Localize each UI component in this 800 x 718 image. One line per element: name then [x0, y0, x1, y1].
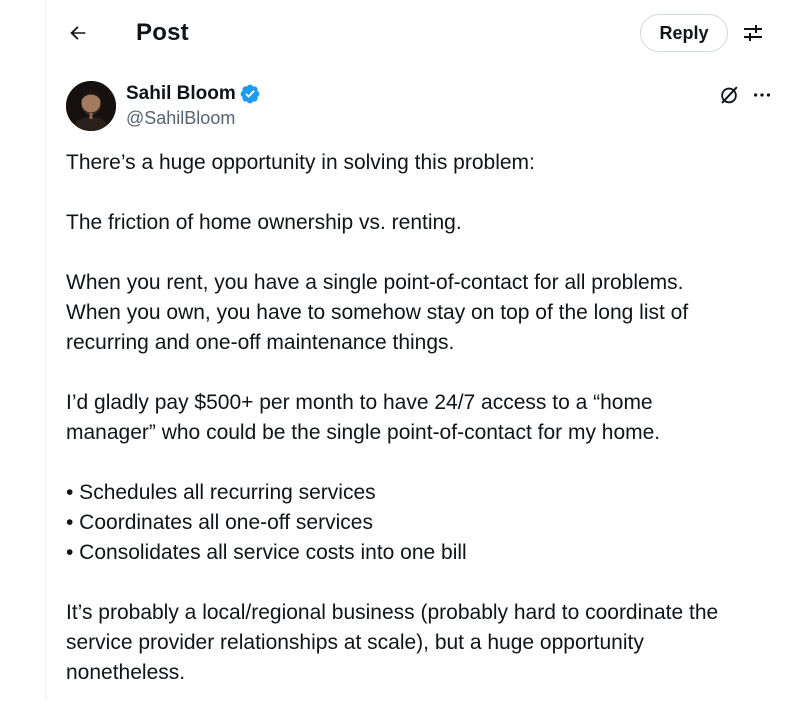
post-line: nonetheless.	[66, 661, 186, 684]
page-header	[46, 0, 800, 66]
profile-photo	[66, 81, 116, 131]
more-options-button[interactable]	[749, 82, 775, 108]
more-horizontal-icon	[751, 84, 773, 106]
reader-settings-button[interactable]	[736, 16, 770, 50]
avatar[interactable]	[66, 81, 116, 131]
post-line: manager” who could be the single point-of-contact for my home.	[66, 421, 661, 444]
bullet-list	[66, 478, 791, 568]
grok-button[interactable]	[716, 82, 742, 108]
post-line: service provider relationships at scale), but a huge opportunity	[66, 631, 644, 654]
author-handle[interactable]: @SahilBloom	[126, 108, 236, 128]
post-paragraph	[66, 208, 791, 238]
post-text	[66, 148, 791, 718]
bullet-item: • Coordinates all one-off services	[66, 511, 373, 534]
arrow-left-icon	[67, 22, 89, 44]
bullet-item: • Schedules all recurring services	[66, 481, 376, 504]
sliders-icon	[741, 21, 765, 45]
author-name-row	[126, 82, 261, 106]
reply-button[interactable]: Reply	[640, 14, 728, 52]
post-line: There’s a huge opportunity in solving this problem:	[66, 151, 535, 174]
post-line: The friction of home ownership vs. renting.	[66, 211, 462, 234]
post-paragraph	[66, 268, 791, 358]
post-paragraph	[66, 148, 791, 178]
post-paragraph	[66, 388, 791, 448]
post-paragraph	[66, 598, 791, 688]
post-line: I’d gladly pay $500+ per month to have 24/7 access to a “home	[66, 391, 653, 414]
grok-icon	[718, 84, 740, 106]
back-button[interactable]	[59, 14, 97, 52]
author-name[interactable]: Sahil Bloom	[126, 83, 236, 104]
post-line: It’s probably a local/regional business (probably hard to coordinate the	[66, 601, 719, 624]
post-line: When you own, you have to somehow stay on top of the long list of	[66, 301, 689, 324]
page-title: Post	[136, 19, 189, 46]
post-column	[45, 0, 800, 700]
bullet-item: • Consolidates all service costs into one bill	[66, 541, 467, 564]
post-line: When you rent, you have a single point-of-contact for all problems.	[66, 271, 684, 294]
post-line: recurring and one-off maintenance things.	[66, 331, 455, 354]
verified-badge-icon[interactable]	[239, 83, 261, 105]
